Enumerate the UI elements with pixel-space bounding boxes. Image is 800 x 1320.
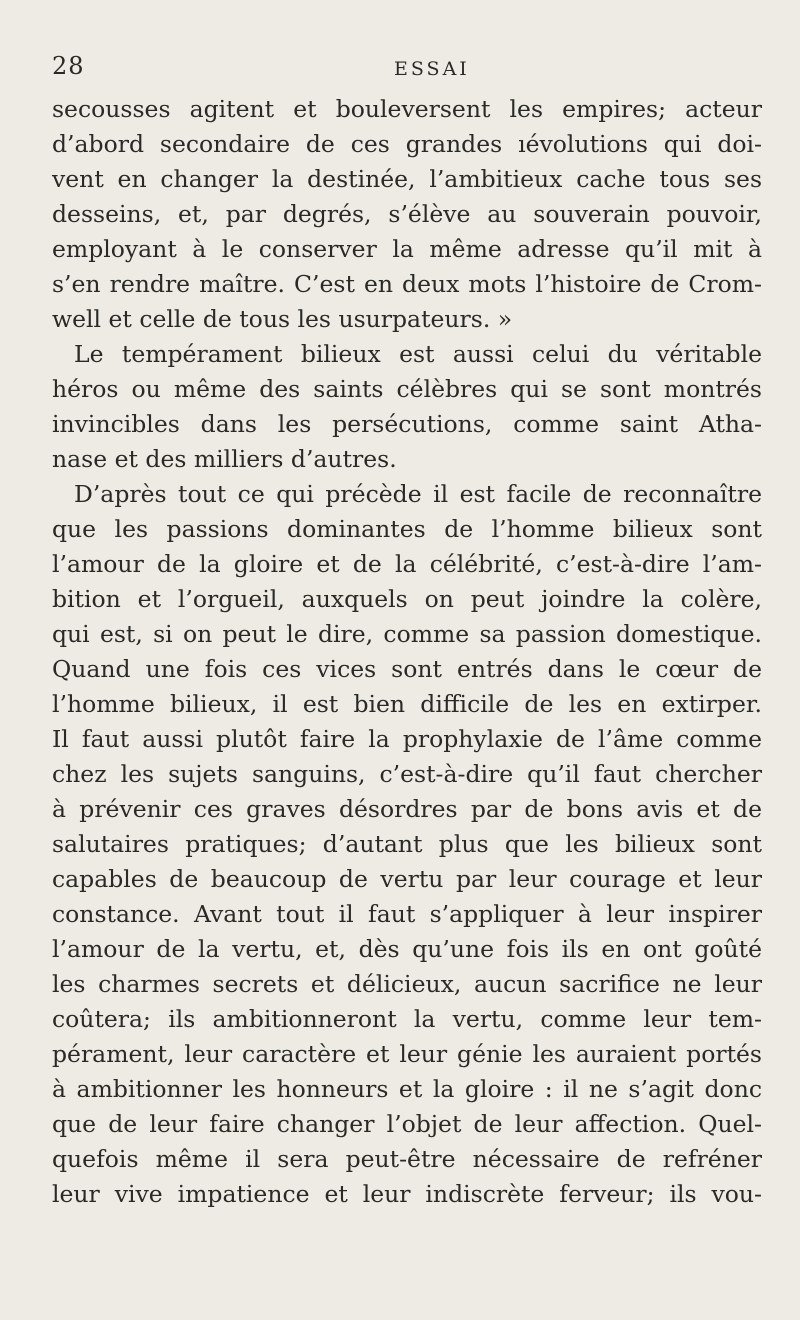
- text-line: l’homme bilieux, il est bien difficile de les en extirper.: [52, 690, 762, 718]
- text-line: coûtera; ils ambitionneront la vertu, comme leur tem-: [52, 1005, 762, 1033]
- text-line: quefois même il sera peut-être nécessaire de refréner: [52, 1145, 762, 1173]
- text-line: chez les sujets sanguins, c’est-à-dire qu’il faut chercher: [52, 760, 762, 788]
- text-line: nase et des milliers d’autres.: [52, 445, 397, 473]
- text-line: Il faut aussi plutôt faire la prophylaxie de l’âme comme: [52, 725, 762, 753]
- text-line: employant à le conserver la même adresse qu’il mit à: [52, 235, 762, 263]
- text-line: Quand une fois ces vices sont entrés dans le cœur de: [52, 655, 762, 683]
- text-line: desseins, et, par degrés, s’élève au souverain pouvoir,: [52, 200, 762, 228]
- text-line: l’amour de la gloire et de la célébrité, c’est-à-dire l’am-: [52, 550, 762, 578]
- text-line: héros ou même des saints célèbres qui se sont montrés: [52, 375, 762, 403]
- text-line: que les passions dominantes de l’homme bilieux sont: [52, 515, 762, 543]
- text-line: vent en changer la destinée, l’ambitieux cache tous ses: [52, 165, 762, 193]
- text-line: leur vive impatience et leur indiscrète ferveur; ils vou-: [52, 1180, 762, 1208]
- text-line: Le tempérament bilieux est aussi celui du véritable: [74, 340, 762, 368]
- text-line: d’abord secondaire de ces grandes ıévolutions qui doi-: [52, 130, 762, 158]
- text-line: s’en rendre maître. C’est en deux mots l’histoire de Crom-: [52, 270, 762, 298]
- text-line: qui est, si on peut le dire, comme sa passion domestique.: [52, 620, 762, 648]
- text-line: invincibles dans les persécutions, comme saint Atha-: [52, 410, 762, 438]
- text-line: que de leur faire changer l’objet de leur affection. Quel-: [52, 1110, 762, 1138]
- text-line: capables de beaucoup de vertu par leur courage et leur: [52, 865, 762, 893]
- text-line: D’après tout ce qui précède il est facile de reconnaître: [74, 480, 762, 508]
- text-line: bition et l’orgueil, auxquels on peut joindre la colère,: [52, 585, 762, 613]
- running-head: ESSAI: [394, 58, 470, 80]
- text-line: pérament, leur caractère et leur génie les auraient portés: [52, 1040, 762, 1068]
- text-line: à prévenir ces graves désordres par de bons avis et de: [52, 795, 762, 823]
- text-line: well et celle de tous les usurpateurs. »: [52, 305, 513, 333]
- text-line: les charmes secrets et délicieux, aucun sacrifice ne leur: [52, 970, 762, 998]
- text-line: l’amour de la vertu, et, dès qu’une fois ils en ont goûté: [52, 935, 762, 963]
- page-number: 28: [52, 52, 85, 80]
- text-line: à ambitionner les honneurs et la gloire : il ne s’agit donc: [52, 1075, 762, 1103]
- text-line: salutaires pratiques; d’autant plus que les bilieux sont: [52, 830, 762, 858]
- text-line: constance. Avant tout il faut s’appliquer à leur inspirer: [52, 900, 762, 928]
- body-text: [52, 92, 762, 1212]
- text-line: secousses agitent et bouleversent les empires; acteur: [52, 95, 762, 123]
